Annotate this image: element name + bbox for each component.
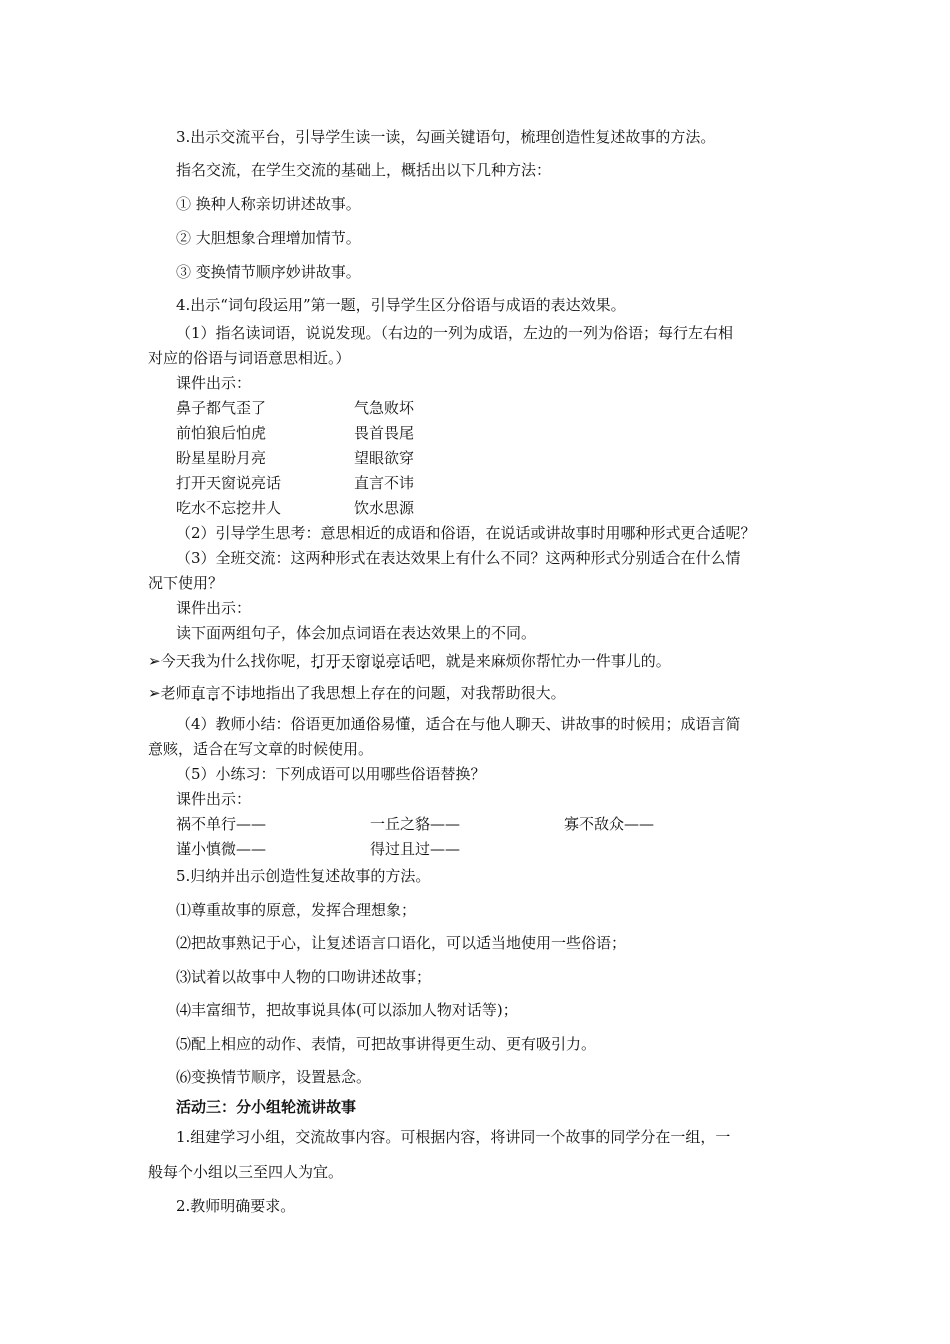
method-list-item: ⑵把故事熟记于心，让复述语言口语化，可以适当地使用一些俗语；	[176, 934, 627, 952]
summary-text: 指名交流，在学生交流的基础上，概括出以下几种方法：	[176, 161, 552, 179]
example-sentence-1	[148, 651, 671, 671]
step-1-line-1: （1）指名读词语，说说发现。（右边的一列为成语，左边的一列为俗语；每行左右相	[176, 324, 734, 342]
display-label-1: 课件出示：	[176, 374, 252, 392]
method-2: ② 大胆想象合理增加情节。	[176, 229, 361, 247]
method-list-item: ⑶试着以故事中人物的口吻讲述故事；	[176, 968, 432, 986]
method-list-item: ⑸配上相应的动作、表情，可把故事讲得更生动、更有吸引力。	[176, 1035, 597, 1053]
method-list-item: ⑴尊重故事的原意，发挥合理想象；	[176, 901, 417, 919]
proverb: 鼻子都气歪了	[176, 399, 267, 417]
proverb: 盼星星盼月亮	[176, 449, 267, 467]
item-4-text: 4.出示“词句段运用”第一题，引导学生区分俗语与成语的表达效果。	[176, 296, 626, 314]
step-5-text: （5）小练习：下列成语可以用哪些俗语替换？	[176, 765, 486, 783]
dotted-char: 天	[340, 652, 356, 670]
step-3-line-2: 况下使用？	[148, 574, 224, 592]
item-3-text: 3.出示交流平台，引导学生读一读，勾画关键语句，梳理创造性复述故事的方法。	[176, 128, 716, 146]
method-1: ① 换种人称亲切讲述故事。	[176, 195, 361, 213]
method-list-item: ⑹变换情节顺序，设置悬念。	[176, 1068, 372, 1086]
dotted-char: 说	[370, 652, 386, 670]
activity-3-para-1-line-1: 1.组建学习小组，交流故事内容。可根据内容，将讲同一个故事的同学分在一组，一	[176, 1128, 731, 1146]
display-label-3: 课件出示：	[176, 790, 252, 808]
step-4-line-2: 意赅，适合在写文章的时候使用。	[148, 740, 374, 758]
method-3: ③ 变换情节顺序妙讲故事。	[176, 263, 361, 281]
activity-3-para-2: 2.教师明确要求。	[176, 1197, 296, 1215]
method-list-item: ⑷丰富细节，把故事说具体(可以添加人物对话等)；	[176, 1001, 518, 1019]
display-label-2: 课件出示：	[176, 599, 252, 617]
practice-item: 寡不敌众——	[564, 815, 655, 833]
dotted-char: 直	[190, 684, 206, 702]
idiom: 畏首畏尾	[354, 424, 415, 442]
dotted-char: 讳	[235, 684, 251, 702]
activity-3-para-1-line-2: 般每个小组以三至四人为宜。	[148, 1163, 344, 1181]
dotted-char: 不	[220, 684, 236, 702]
activity-3-heading: 活动三：分小组轮流讲故事	[176, 1098, 357, 1116]
idiom: 望眼欲穿	[354, 449, 415, 467]
dotted-char: 窗	[355, 652, 371, 670]
idiom: 气急败坏	[354, 399, 415, 417]
dotted-char: 话	[400, 652, 416, 670]
practice-item: 一丘之貉——	[370, 815, 461, 833]
read-instruction: 读下面两组句子，体会加点词语在表达效果上的不同。	[176, 624, 537, 642]
example-2-suffix: 地指出了我思想上存在的问题，对我帮助很大。	[250, 684, 566, 702]
step-1-line-2: 对应的俗语与词语意思相近。）	[148, 349, 351, 367]
practice-item: 得过且过——	[370, 840, 461, 858]
example-1-suffix: 吧，就是来麻烦你帮忙办一件事儿的。	[415, 652, 671, 670]
proverb: 前怕狼后怕虎	[176, 424, 267, 442]
dotted-phrase-1	[311, 652, 416, 670]
step-2-text: （2）引导学生思考：意思相近的成语和俗语，在说话或讲故事时用哪种形式更合适呢？	[176, 524, 756, 542]
idiom: 饮水思源	[354, 499, 415, 517]
step-3-line-1: （3）全班交流：这两种形式在表达效果上有什么不同？这两种形式分别适合在什么情	[176, 549, 741, 567]
step-4-line-1: （4）教师小结：俗语更加通俗易懂，适合在与他人聊天、讲故事的时候用；成语言简	[176, 715, 741, 733]
dotted-phrase-2	[191, 684, 251, 702]
example-sentence-2	[148, 683, 566, 703]
proverb: 打开天窗说亮话	[176, 474, 282, 492]
dotted-char: 打	[310, 652, 326, 670]
dotted-char: 开	[325, 652, 341, 670]
idiom: 直言不讳	[354, 474, 415, 492]
item-5-text: 5.归纳并出示创造性复述故事的方法。	[176, 867, 431, 885]
proverb: 吃水不忘挖井人	[176, 499, 282, 517]
dotted-char: 亮	[385, 652, 401, 670]
example-2-prefix: ➢老师	[148, 684, 191, 702]
practice-item: 祸不单行——	[176, 815, 267, 833]
dotted-char: 言	[205, 684, 221, 702]
example-1-prefix: ➢今天我为什么找你呢，	[148, 652, 311, 670]
practice-item: 谨小慎微——	[176, 840, 267, 858]
